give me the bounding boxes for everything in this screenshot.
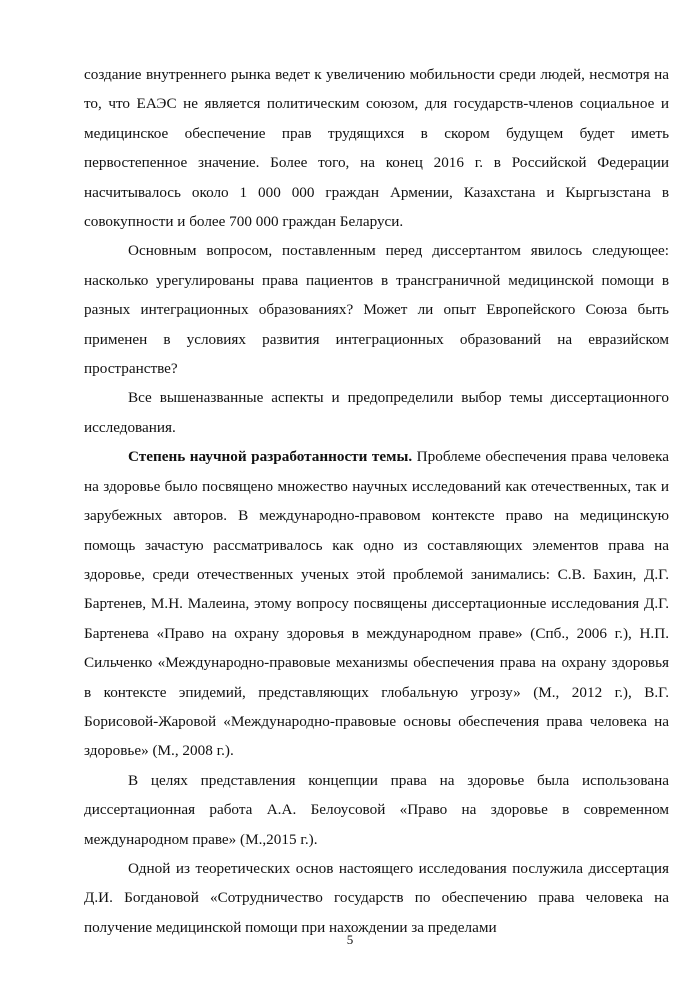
paragraph-belousova: В целях представления концепции права на здоровье была использована диссертационная работа А.А. Белоусовой «Право на здоровье в современном международном праве» (М.,2015 г.). [84,771,669,848]
paragraph-degree-of-research-text: Проблеме обеспечения права человека на здоровье было посвящено множество научных исследований как отечественных, так и зарубежных авторов. В международно-правовом контексте право на медицинскую помощь зачастую рассматривалось как одно из составляющих элементов права на здоровье, среди отечественных ученых этой проблемой занимались: С.В. Бахин, Д.Г. Бартенев, М.Н. Малеина, этому вопросу посвящены диссертационные исследования Д.Г. Бартенева «Право на охрану здоровья в международном праве» (Спб., 2006 г.), Н.П. Сильченко «Международно-правовые механизмы обеспечения права на охрану здоровья в контексте эпидемий, представляющих глобальную угрозу» (М., 2012 г.), В.Г. Борисовой-Жаровой «Международно-правовые основы обеспечения права человека на здоровье» (М., 2008 г.). [84,448,669,760]
paragraph-topic-choice: Все вышеназванные аспекты и предопределили выбор темы диссертационного исследования. [84,389,669,436]
paragraph-eaes-mobility: создание внутреннего рынка ведет к увеличению мобильности среди людей, несмотря на то, что ЕАЭС не является политическим союзом, для государств-членов социальное и медицинское обеспечение прав трудящихся в скором будущем будет иметь первостепенное значение. Более того, на конец 2016 г. в Российской Федерации насчитывалось около 1 000 000 граждан Армении, Казахстана и Кыргызстана в совокупности и более 700 000 граждан Беларуси. [84,66,669,231]
section-lead-heading: Степень научной разработанности темы. [128,448,413,466]
page-number: 5 [346,932,354,947]
paragraph-degree-of-research [84,442,669,765]
paragraph-bogdanova: Одной из теоретических основ настоящего исследования послужила диссертация Д.И. Богдановой «Сотрудничество государств по обеспечению права человека на получение медицинской помощи при нахождении за пределами [84,859,669,936]
body-text [84,60,669,942]
paragraph-main-question: Основным вопросом, поставленным перед диссертантом явилось следующее: насколько урегулированы права пациентов в трансграничной медицинской помощи в разных интеграционных образованиях? Может ли опыт Европейского Союза быть применен в условиях развития интеграционных образований на евразийском пространстве? [84,242,669,378]
